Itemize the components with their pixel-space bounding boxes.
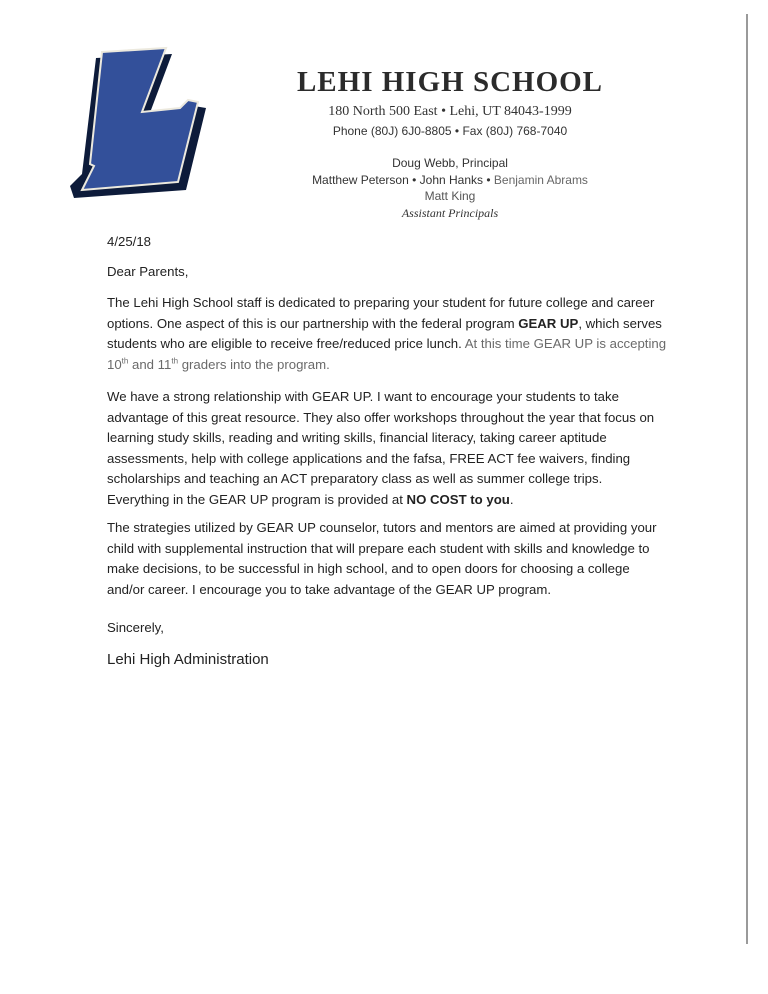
- paragraph-2: [107, 387, 667, 510]
- lehi-L-logo-icon: [62, 46, 210, 206]
- letter-signature: Lehi High Administration: [107, 651, 269, 668]
- p1-text-d: At this time GEAR UP is accepting 10: [107, 336, 667, 372]
- paragraph-1: [107, 293, 667, 375]
- p1-text-f: and 11: [128, 356, 172, 372]
- p1-text-c: , which serves students who are eligible to receive free/reduced price lunch.: [107, 315, 662, 351]
- p2-text-c: .: [509, 491, 514, 507]
- letter-closing: Sincerely,: [107, 620, 164, 635]
- assistant-names-b: Benjamin Abrams: [493, 173, 588, 187]
- school-address: 180 North 500 East • Lehi, UT 84043-1999: [328, 104, 572, 119]
- p1-text-h: graders into the program.: [178, 356, 330, 372]
- phone-fax: Phone (80J) 6J0-8805 • Fax (80J) 768-7040: [332, 124, 568, 138]
- letter-date: 4/25/18: [107, 234, 151, 249]
- assistant-names-c: Matt King: [424, 189, 476, 203]
- assistant-names-a: Matthew Peterson • John Hanks •: [312, 173, 494, 187]
- p2-no-cost-bold: NO COST to you: [406, 491, 510, 507]
- p2-text-a: We have a strong relationship with GEAR UP. I want to encourage your students to take advantage of this great resource. They also offer workshops throughout the year that focus on learning study skills, reading and writing skills, financial literacy, taking career aptitude assessments, help with college applications and the fafsa, FREE ACT fee waivers, finding scholarships and teaching an ACT preparatory class as well as summer college trips. Everything in the GEAR UP program is provided at: [107, 389, 655, 507]
- p1-text-a: The Lehi High School staff is dedicated to preparing your student for future college and career options. One aspect of this is our partnership with the federal program: [107, 295, 655, 331]
- paragraph-3: The strategies utilized by GEAR UP counselor, tutors and mentors are aimed at providing your child with supplemental instruction that will prepare each student with skills and knowledge to make decisions, to be successful in high school, and to open doors for choosing a college and/or career. I encourage you to take advantage of the GEAR UP program.: [107, 520, 657, 597]
- p1-sup-1: th: [121, 356, 129, 366]
- p1-gear-up-bold: GEAR UP: [518, 315, 579, 331]
- assistant-principals-title: Assistant Principals: [401, 206, 499, 220]
- p1-sup-2: th: [171, 356, 179, 366]
- principal-name: Doug Webb, Principal: [392, 156, 508, 170]
- school-name: LEHI HIGH SCHOOL: [296, 66, 604, 98]
- logo-letter: [82, 48, 198, 190]
- letter-greeting: Dear Parents,: [107, 264, 189, 279]
- assistant-principals-line: [240, 173, 660, 187]
- page-edge-rule: [746, 14, 748, 944]
